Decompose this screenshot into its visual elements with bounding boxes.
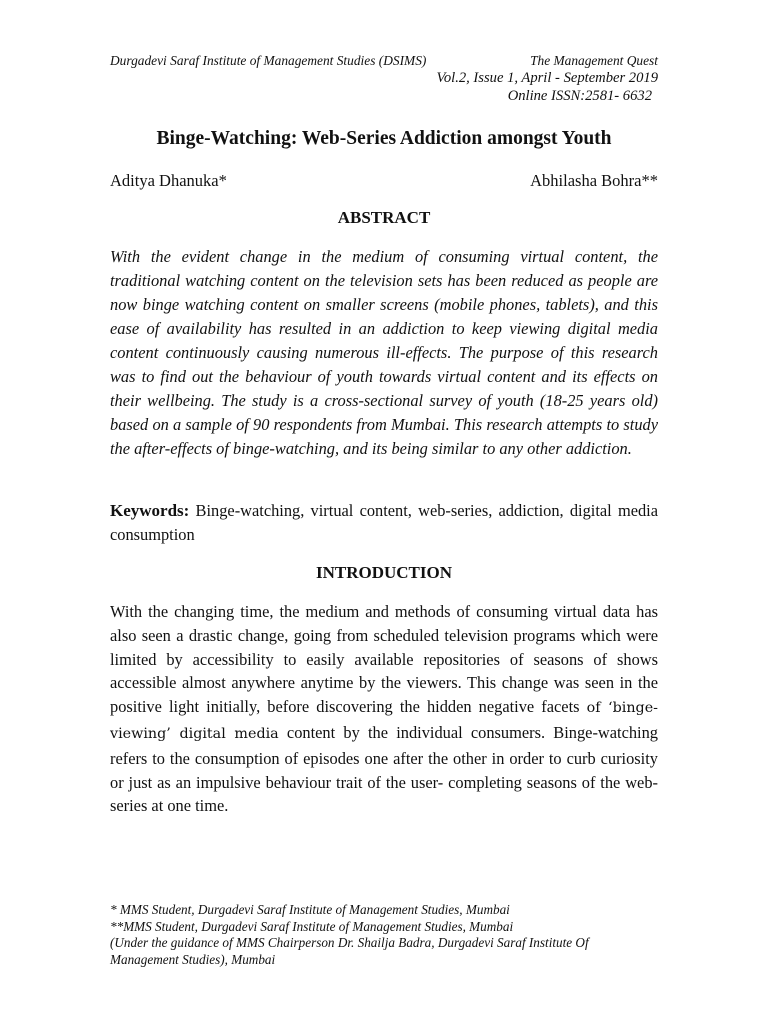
footnote-3: (Under the guidance of MMS Chairperson Dr. Shailja Badra, Durgadevi Saraf Institute Of Management Studies), Mumbai (110, 935, 589, 967)
header-issn: Online ISSN:2581- 6632 (507, 88, 652, 104)
intro-text-after: content by the individual consumers. Binge-watching refers to the consumption of episodes one after the other in order to curb curiosity or just as an impulsive behaviour trait of the user- completing seasons of the web-series at one time. (110, 722, 658, 816)
author-line (110, 171, 658, 191)
footnotes (110, 902, 658, 968)
running-header (110, 52, 658, 105)
abstract-heading: ABSTRACT (337, 208, 431, 227)
abstract-text: With the evident change in the medium of consuming virtual content, the traditional watching content on the television sets has been reduced as people are now binge watching content on smaller screens (mobile phones, tablets), and this ease of availability has resulted in an addiction to keep viewing digital media content continuously causing numerous ill-effects. The purpose of this research was to find out the behaviour of youth towards virtual content and its effects on their wellbeing. The study is a cross-sectional survey of youth (18-25 years old) based on a sample of 90 respondents from Mumbai. This research attempts to study the after-effects of binge-watching, and its being similar to any other addiction. (110, 247, 658, 458)
author-first: Aditya Dhanuka* (110, 171, 227, 190)
header-top-row (110, 52, 658, 69)
introduction-heading: INTRODUCTION (315, 563, 453, 582)
footnote-2: **MMS Student, Durgadevi Saraf Institute of Management Studies, Mumbai (110, 918, 514, 934)
keywords-paragraph (110, 499, 658, 547)
keywords-text: Binge-watching, virtual content, web-series, addiction, digital media consumption (110, 501, 658, 544)
intro-text-before: With the changing time, the medium and methods of consuming virtual data has also seen a drastic change, going from scheduled television programs which were limited by accessibility to easily available repositories of seasons of shows accessible almost anywhere anytime by the viewers. This change was seen in the positive light initially, before discovering the hidden negative facets (110, 602, 658, 717)
author-second: Abhilasha Bohra** (530, 171, 658, 190)
keywords-label: Keywords: (110, 501, 190, 520)
paper-title: Binge-Watching: Web-Series Addiction amongst Youth (156, 128, 612, 149)
intro-text-emphasis: of ‘binge-viewing’ digital media (110, 700, 658, 742)
introduction-paragraph (110, 600, 658, 818)
header-journal: The Management Quest (530, 53, 658, 68)
header-institute: Durgadevi Saraf Institute of Management Studies (DSIMS) (110, 53, 427, 68)
footnote-1: * MMS Student, Durgadevi Saraf Institute of Management Studies, Mumbai (110, 902, 510, 917)
paper-page (110, 0, 658, 1024)
header-volume: Vol.2, Issue 1, April - September 2019 (436, 70, 658, 86)
